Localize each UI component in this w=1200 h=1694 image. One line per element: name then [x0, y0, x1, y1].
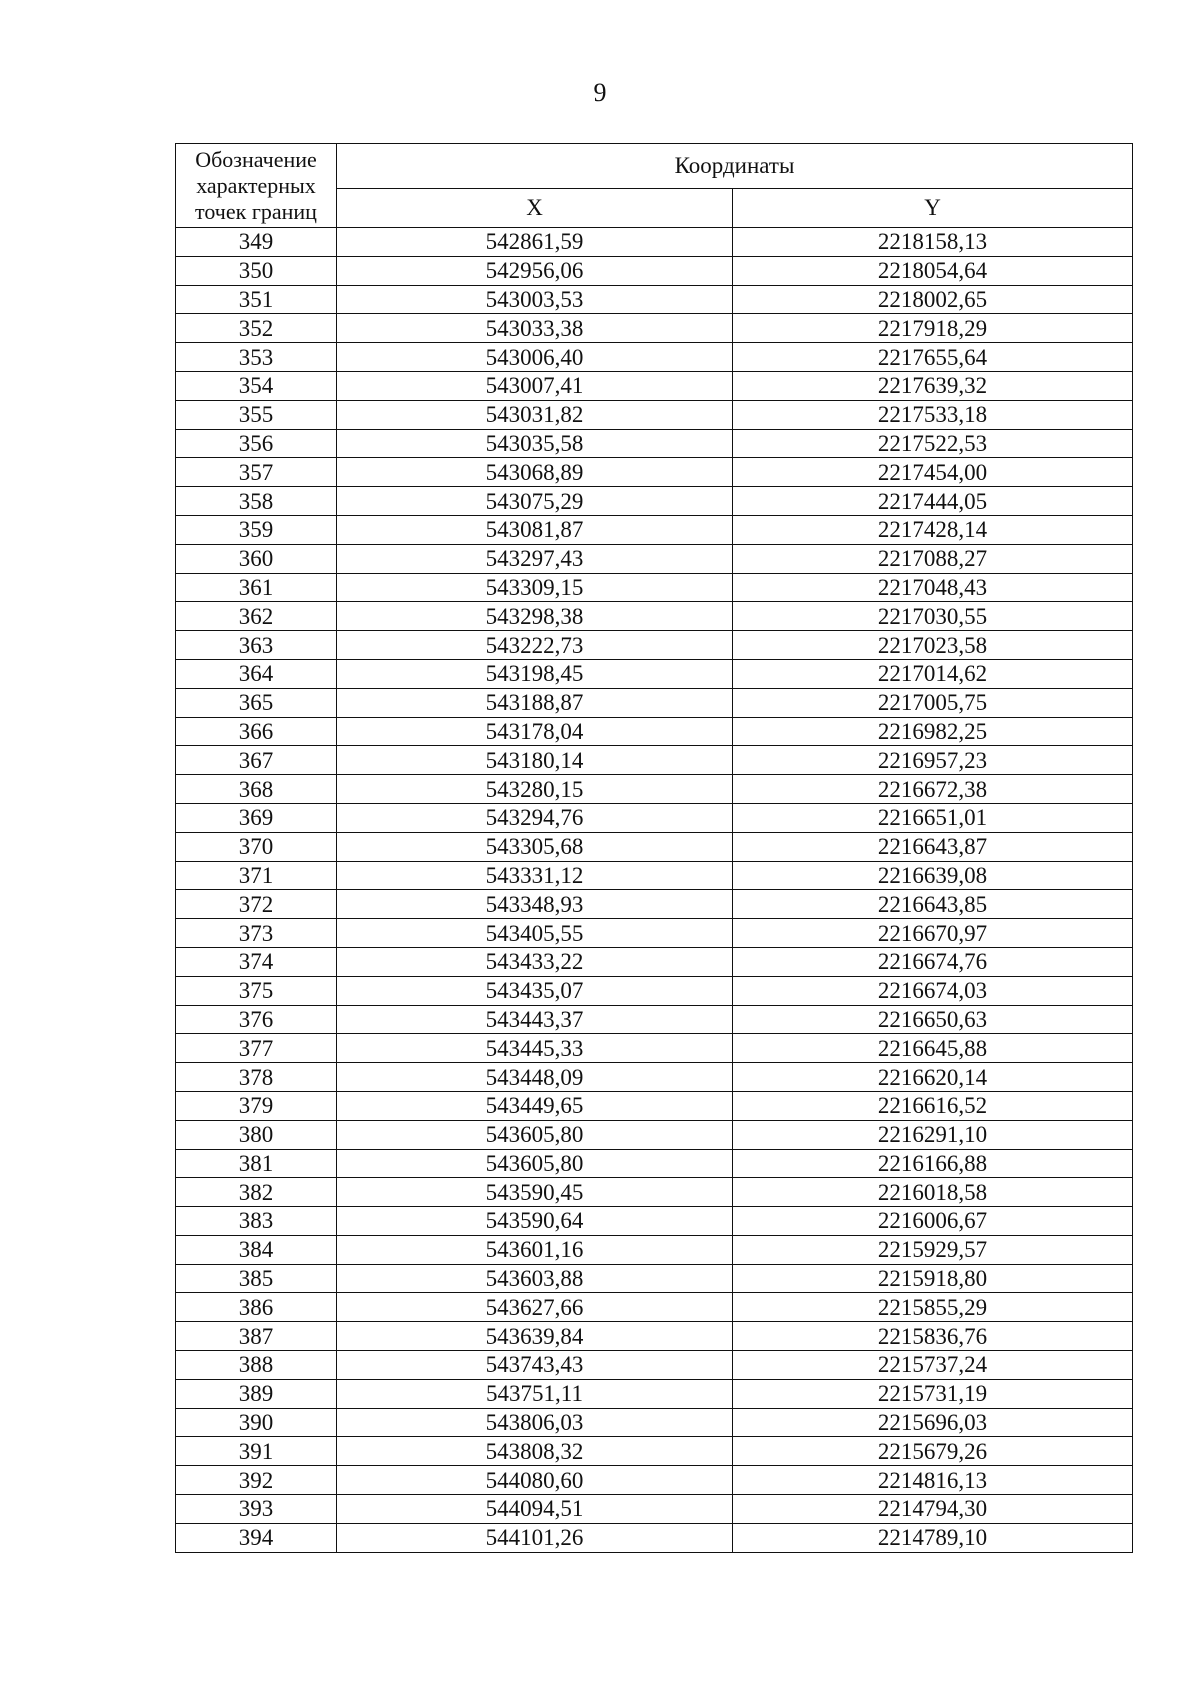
- table-row: [176, 1408, 1133, 1437]
- x-coordinate-cell: 543435,07: [337, 976, 733, 1005]
- point-id-cell: 384: [176, 1235, 337, 1264]
- x-coordinate-cell: 543445,33: [337, 1034, 733, 1063]
- y-coordinate-cell: 2216672,38: [733, 775, 1133, 804]
- table-row: [176, 1120, 1133, 1149]
- point-id-cell: 373: [176, 919, 337, 948]
- x-coordinate-cell: 543007,41: [337, 371, 733, 400]
- point-id-cell: 353: [176, 343, 337, 372]
- point-id-cell: 375: [176, 976, 337, 1005]
- y-coordinate-cell: 2217639,32: [733, 371, 1133, 400]
- point-id-cell: 393: [176, 1495, 337, 1524]
- table-row: [176, 228, 1133, 257]
- table-row: [176, 544, 1133, 573]
- point-id-cell: 387: [176, 1322, 337, 1351]
- table-row: [176, 631, 1133, 660]
- table-row: [176, 314, 1133, 343]
- table-row: [176, 285, 1133, 314]
- x-coordinate-cell: 543405,55: [337, 919, 733, 948]
- point-id-cell: 351: [176, 285, 337, 314]
- point-id-cell: 394: [176, 1523, 337, 1552]
- table-row: [176, 515, 1133, 544]
- table-row: [176, 746, 1133, 775]
- y-coordinate-cell: 2217428,14: [733, 515, 1133, 544]
- y-coordinate-cell: 2216674,76: [733, 947, 1133, 976]
- point-label-header: Обозначение характерных точек границ: [176, 144, 337, 228]
- table-row: [176, 1034, 1133, 1063]
- table-row: [176, 1437, 1133, 1466]
- y-coordinate-cell: 2215918,80: [733, 1264, 1133, 1293]
- x-coordinate-cell: 543443,37: [337, 1005, 733, 1034]
- x-coordinate-cell: 544101,26: [337, 1523, 733, 1552]
- table-row: [176, 1264, 1133, 1293]
- table-row: [176, 256, 1133, 285]
- point-id-cell: 363: [176, 631, 337, 660]
- x-coordinate-cell: 543601,16: [337, 1235, 733, 1264]
- point-id-cell: 381: [176, 1149, 337, 1178]
- x-coordinate-cell: 543331,12: [337, 861, 733, 890]
- x-coordinate-cell: 543033,38: [337, 314, 733, 343]
- table-row: [176, 1149, 1133, 1178]
- y-coordinate-cell: 2216651,01: [733, 803, 1133, 832]
- table-row: [176, 1005, 1133, 1034]
- table-row: [176, 976, 1133, 1005]
- x-coordinate-cell: 543449,65: [337, 1091, 733, 1120]
- point-id-cell: 370: [176, 832, 337, 861]
- table-row: [176, 573, 1133, 602]
- y-coordinate-cell: 2216018,58: [733, 1178, 1133, 1207]
- point-id-cell: 356: [176, 429, 337, 458]
- y-coordinate-cell: 2217444,05: [733, 487, 1133, 516]
- point-id-cell: 355: [176, 400, 337, 429]
- x-coordinate-cell: 543068,89: [337, 458, 733, 487]
- x-coordinate-cell: 543639,84: [337, 1322, 733, 1351]
- y-coordinate-cell: 2215855,29: [733, 1293, 1133, 1322]
- y-coordinate-cell: 2218158,13: [733, 228, 1133, 257]
- y-coordinate-cell: 2215731,19: [733, 1379, 1133, 1408]
- point-id-cell: 366: [176, 717, 337, 746]
- table-row: [176, 458, 1133, 487]
- page-number: 9: [593, 78, 607, 107]
- table-row: [176, 1495, 1133, 1524]
- table-row: [176, 1207, 1133, 1236]
- table-row: [176, 947, 1133, 976]
- x-coordinate-cell: 543081,87: [337, 515, 733, 544]
- point-id-cell: 388: [176, 1351, 337, 1380]
- table-row: [176, 659, 1133, 688]
- y-coordinate-cell: 2217533,18: [733, 400, 1133, 429]
- table-row: [176, 1351, 1133, 1380]
- x-coordinate-cell: 543605,80: [337, 1120, 733, 1149]
- table-row: [176, 803, 1133, 832]
- y-coordinate-cell: 2216650,63: [733, 1005, 1133, 1034]
- point-id-cell: 390: [176, 1408, 337, 1437]
- x-coordinate-cell: 543178,04: [337, 717, 733, 746]
- table-row: [176, 1235, 1133, 1264]
- y-column-header: Y: [733, 189, 1133, 228]
- point-id-cell: 389: [176, 1379, 337, 1408]
- table-row: [176, 890, 1133, 919]
- table-row: [176, 832, 1133, 861]
- y-coordinate-cell: 2217454,00: [733, 458, 1133, 487]
- x-coordinate-cell: 543035,58: [337, 429, 733, 458]
- x-coordinate-cell: 543590,45: [337, 1178, 733, 1207]
- y-coordinate-cell: 2214816,13: [733, 1466, 1133, 1495]
- x-coordinate-cell: 543198,45: [337, 659, 733, 688]
- point-id-cell: 364: [176, 659, 337, 688]
- y-coordinate-cell: 2216982,25: [733, 717, 1133, 746]
- y-coordinate-cell: 2217030,55: [733, 602, 1133, 631]
- y-coordinate-cell: 2215929,57: [733, 1235, 1133, 1264]
- y-coordinate-cell: 2216166,88: [733, 1149, 1133, 1178]
- y-coordinate-cell: 2217088,27: [733, 544, 1133, 573]
- table-row: [176, 919, 1133, 948]
- table-row: [176, 688, 1133, 717]
- y-coordinate-cell: 2214789,10: [733, 1523, 1133, 1552]
- point-id-cell: 392: [176, 1466, 337, 1495]
- table-row: [176, 487, 1133, 516]
- point-id-cell: 376: [176, 1005, 337, 1034]
- y-coordinate-cell: 2216616,52: [733, 1091, 1133, 1120]
- x-column-header: X: [337, 189, 733, 228]
- x-coordinate-cell: 544080,60: [337, 1466, 733, 1495]
- y-coordinate-cell: 2216670,97: [733, 919, 1133, 948]
- x-coordinate-cell: 543305,68: [337, 832, 733, 861]
- x-coordinate-cell: 543075,29: [337, 487, 733, 516]
- y-coordinate-cell: 2215696,03: [733, 1408, 1133, 1437]
- y-coordinate-cell: 2215836,76: [733, 1322, 1133, 1351]
- y-coordinate-cell: 2218002,65: [733, 285, 1133, 314]
- x-coordinate-cell: 543006,40: [337, 343, 733, 372]
- point-id-cell: 371: [176, 861, 337, 890]
- table-row: [176, 1466, 1133, 1495]
- x-coordinate-cell: 543297,43: [337, 544, 733, 573]
- point-id-cell: 377: [176, 1034, 337, 1063]
- point-id-cell: 354: [176, 371, 337, 400]
- x-coordinate-cell: 543433,22: [337, 947, 733, 976]
- x-coordinate-cell: 543751,11: [337, 1379, 733, 1408]
- y-coordinate-cell: 2218054,64: [733, 256, 1133, 285]
- point-id-cell: 379: [176, 1091, 337, 1120]
- table-row: [176, 1063, 1133, 1092]
- y-coordinate-cell: 2217023,58: [733, 631, 1133, 660]
- x-coordinate-cell: 543003,53: [337, 285, 733, 314]
- y-coordinate-cell: 2216645,88: [733, 1034, 1133, 1063]
- y-coordinate-cell: 2216006,67: [733, 1207, 1133, 1236]
- y-coordinate-cell: 2216639,08: [733, 861, 1133, 890]
- table-row: [176, 429, 1133, 458]
- x-coordinate-cell: 543188,87: [337, 688, 733, 717]
- header-row-top: [176, 144, 1133, 189]
- x-coordinate-cell: 543222,73: [337, 631, 733, 660]
- x-coordinate-cell: 543448,09: [337, 1063, 733, 1092]
- table-row: [176, 717, 1133, 746]
- y-coordinate-cell: 2217048,43: [733, 573, 1133, 602]
- point-id-cell: 352: [176, 314, 337, 343]
- table-row: [176, 1379, 1133, 1408]
- point-id-cell: 369: [176, 803, 337, 832]
- point-id-cell: 349: [176, 228, 337, 257]
- x-coordinate-cell: 543348,93: [337, 890, 733, 919]
- point-id-cell: 383: [176, 1207, 337, 1236]
- point-id-cell: 391: [176, 1437, 337, 1466]
- table-row: [176, 775, 1133, 804]
- x-coordinate-cell: 543808,32: [337, 1437, 733, 1466]
- y-coordinate-cell: 2217655,64: [733, 343, 1133, 372]
- point-id-cell: 357: [176, 458, 337, 487]
- table-row: [176, 400, 1133, 429]
- x-coordinate-cell: 544094,51: [337, 1495, 733, 1524]
- x-coordinate-cell: 543309,15: [337, 573, 733, 602]
- coordinates-header: Координаты: [337, 144, 1133, 189]
- x-coordinate-cell: 543603,88: [337, 1264, 733, 1293]
- y-coordinate-cell: 2216643,87: [733, 832, 1133, 861]
- point-id-cell: 362: [176, 602, 337, 631]
- y-coordinate-cell: 2216643,85: [733, 890, 1133, 919]
- point-id-cell: 372: [176, 890, 337, 919]
- table-body: [176, 228, 1133, 1553]
- table-row: [176, 602, 1133, 631]
- x-coordinate-cell: 543605,80: [337, 1149, 733, 1178]
- x-coordinate-cell: 543590,64: [337, 1207, 733, 1236]
- table-row: [176, 371, 1133, 400]
- y-coordinate-cell: 2217522,53: [733, 429, 1133, 458]
- x-coordinate-cell: 542956,06: [337, 256, 733, 285]
- table-row: [176, 1523, 1133, 1552]
- point-id-cell: 386: [176, 1293, 337, 1322]
- table-row: [176, 861, 1133, 890]
- x-coordinate-cell: 543031,82: [337, 400, 733, 429]
- table-row: [176, 1293, 1133, 1322]
- table-header: [176, 144, 1133, 228]
- x-coordinate-cell: 543743,43: [337, 1351, 733, 1380]
- point-id-cell: 365: [176, 688, 337, 717]
- point-id-cell: 380: [176, 1120, 337, 1149]
- point-id-cell: 374: [176, 947, 337, 976]
- x-coordinate-cell: 543280,15: [337, 775, 733, 804]
- point-id-cell: 350: [176, 256, 337, 285]
- y-coordinate-cell: 2217005,75: [733, 688, 1133, 717]
- table-row: [176, 343, 1133, 372]
- y-coordinate-cell: 2216620,14: [733, 1063, 1133, 1092]
- point-id-cell: 378: [176, 1063, 337, 1092]
- y-coordinate-cell: 2216291,10: [733, 1120, 1133, 1149]
- x-coordinate-cell: 543180,14: [337, 746, 733, 775]
- x-coordinate-cell: 543806,03: [337, 1408, 733, 1437]
- point-id-cell: 358: [176, 487, 337, 516]
- y-coordinate-cell: 2216674,03: [733, 976, 1133, 1005]
- point-id-cell: 359: [176, 515, 337, 544]
- point-id-cell: 382: [176, 1178, 337, 1207]
- y-coordinate-cell: 2217918,29: [733, 314, 1133, 343]
- point-id-cell: 368: [176, 775, 337, 804]
- y-coordinate-cell: 2215737,24: [733, 1351, 1133, 1380]
- x-coordinate-cell: 543298,38: [337, 602, 733, 631]
- point-id-cell: 367: [176, 746, 337, 775]
- point-id-cell: 385: [176, 1264, 337, 1293]
- y-coordinate-cell: 2214794,30: [733, 1495, 1133, 1524]
- table-row: [176, 1178, 1133, 1207]
- y-coordinate-cell: 2216957,23: [733, 746, 1133, 775]
- x-coordinate-cell: 543294,76: [337, 803, 733, 832]
- table-row: [176, 1091, 1133, 1120]
- y-coordinate-cell: 2217014,62: [733, 659, 1133, 688]
- x-coordinate-cell: 542861,59: [337, 228, 733, 257]
- point-id-cell: 360: [176, 544, 337, 573]
- table-row: [176, 1322, 1133, 1351]
- y-coordinate-cell: 2215679,26: [733, 1437, 1133, 1466]
- point-id-cell: 361: [176, 573, 337, 602]
- x-coordinate-cell: 543627,66: [337, 1293, 733, 1322]
- coordinates-table: [175, 143, 1133, 1553]
